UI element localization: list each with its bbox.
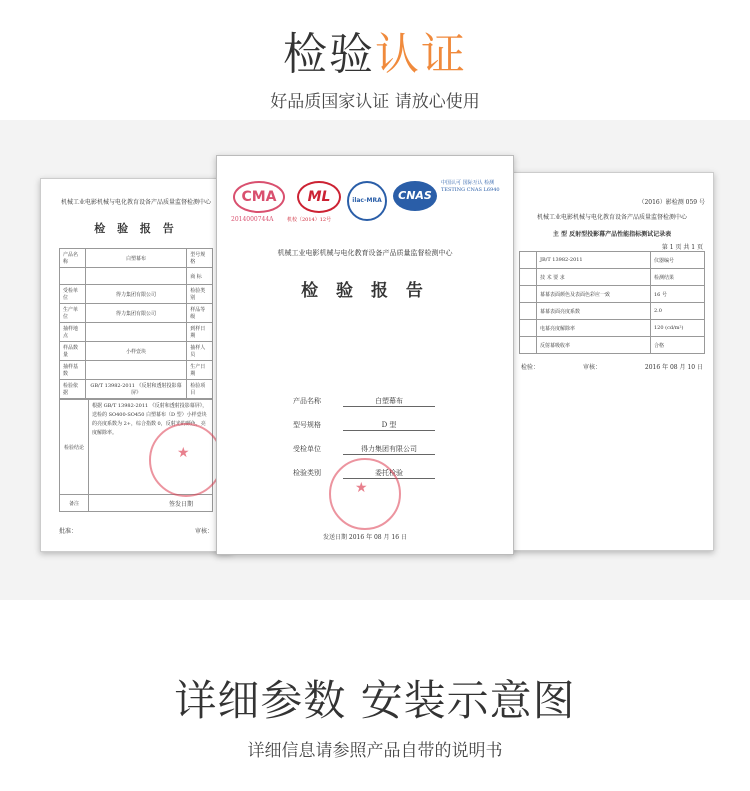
- table-row: [60, 323, 213, 342]
- table-cell: 检验项目: [187, 380, 213, 399]
- table-cell: 到样日期: [187, 323, 213, 342]
- table-cell: 反射幕吸收率: [537, 337, 651, 354]
- cma-number: 2014000744A: [231, 216, 274, 223]
- issue-date: 发送日期 2016 年 08 月 16 日: [323, 534, 407, 541]
- report-table: [59, 248, 213, 399]
- sign-reviewer: 审核：: [582, 364, 601, 371]
- report-ref: （2016）影检测 059 号: [638, 199, 705, 206]
- table-cell: 幕幕表面亮度系数: [537, 303, 651, 320]
- field-label: 检验类别: [293, 469, 321, 477]
- cnas-logo: CNAS: [393, 181, 437, 211]
- table-cell: 产品名称: [60, 249, 86, 268]
- table-row: [520, 269, 705, 286]
- table-cell: [85, 361, 186, 380]
- table-cell: [60, 268, 86, 285]
- table-cell: 抽样基数: [60, 361, 86, 380]
- cma-logo: CMA: [233, 181, 285, 213]
- seal-star-icon: ★: [177, 445, 190, 461]
- table-row: [60, 361, 213, 380]
- field-label: 型号规格: [293, 421, 321, 429]
- table-cell: 16 号: [651, 286, 705, 303]
- table-cell: 生产单位: [60, 304, 86, 323]
- table-cell: 幕幕表面颜色及表面色彩应一致: [537, 286, 651, 303]
- sign-tester: 检验：: [521, 364, 540, 371]
- table-cell: 电幕亮度解除率: [537, 320, 651, 337]
- field-label: 受检单位: [293, 445, 321, 453]
- table-row: [60, 380, 213, 399]
- section-title: 详细参数 安装示意图: [174, 676, 576, 725]
- page-number: 第 1 页 共 1 页: [661, 244, 703, 251]
- table-cell: 小样壹块: [85, 342, 186, 361]
- field-value: 白塑幕布: [343, 396, 435, 407]
- table-cell: 检验依据: [60, 380, 86, 399]
- table-cell: 合格: [651, 337, 705, 354]
- table-cell: 受检单位: [60, 285, 86, 304]
- table-row: [60, 304, 213, 323]
- table-row: [520, 320, 705, 337]
- table-cell: 2.0: [651, 303, 705, 320]
- page-title: [0, 18, 750, 82]
- center-name: 机械工业电影机械与电化教育设备产品质量监督检测中心: [277, 249, 453, 257]
- certificate-left: [40, 178, 232, 552]
- center-name: 机械工业电影机械与电化教育设备产品质量监督检测中心: [60, 199, 211, 206]
- field-label: 产品名称: [293, 397, 321, 405]
- table-cell: 样品数量: [60, 342, 86, 361]
- table-row: [520, 252, 705, 269]
- table-row: [520, 286, 705, 303]
- center-name: 机械工业电影机械与电化教育设备产品质量监督检测中心: [536, 214, 687, 221]
- sign-approve: 批准：: [59, 528, 78, 535]
- table-cell: 得力集团有限公司: [85, 285, 186, 304]
- ml-logo: ML: [297, 181, 341, 213]
- title-accent-part: 认证: [375, 29, 467, 80]
- table-cell: 型号规格: [187, 249, 213, 268]
- table-cell: JB/T 13982-2011: [537, 252, 651, 269]
- table-cell: [520, 303, 537, 320]
- report-title: 检 验 报 告: [301, 281, 429, 301]
- table-cell: 检测结果: [651, 269, 705, 286]
- table-cell: 得力集团有限公司: [85, 304, 186, 323]
- sign-review: 审核：: [194, 528, 213, 535]
- field-value: 委托检验: [343, 468, 435, 479]
- table-cell: 商 标: [187, 268, 213, 285]
- table-row: [520, 303, 705, 320]
- table-cell: 120 (cd/m²): [651, 320, 705, 337]
- table-cell: 仪器编号: [651, 252, 705, 269]
- conclusion-text: 根据 GB/T 13982-2011 《反射和透射投影幕屏》，送检的 SO400-SO450 白塑幕布（D 型）小样壹块的亮度系数为 2+，综合指数 0，反射光的颜色，亮度解除率。: [89, 400, 213, 495]
- table-cell: [520, 269, 537, 286]
- report-title: 检 验 报 告: [94, 222, 178, 235]
- table-row: [520, 337, 705, 354]
- certificate-center: [216, 155, 514, 555]
- title-dark-part: 检验: [283, 29, 375, 80]
- ilac-logo: ilac-MRA: [347, 181, 387, 221]
- table-title: 主 型 反射型投影幕产品性能指标测试记录表: [552, 231, 672, 238]
- table-row: [60, 268, 213, 285]
- table-cell: 白塑幕布: [85, 249, 186, 268]
- table-cell: [85, 268, 186, 285]
- results-table: [519, 251, 705, 354]
- table-row: [60, 342, 213, 361]
- table-cell: 抽样人员: [187, 342, 213, 361]
- table-cell: [520, 320, 537, 337]
- table-cell: 技 术 要 求: [537, 269, 651, 286]
- report-date: 2016 年 08 月 10 日: [644, 364, 703, 371]
- table-cell: [520, 337, 537, 354]
- page-subtitle: 好品质国家认证 请放心使用: [270, 92, 480, 112]
- table-cell: 抽样地点: [60, 323, 86, 342]
- table-row: [60, 249, 213, 268]
- table-cell: [85, 323, 186, 342]
- table-cell: [520, 286, 537, 303]
- certificate-right: [510, 172, 714, 551]
- field-value: D 型: [343, 420, 435, 431]
- table-cell: 生产日期: [187, 361, 213, 380]
- stamp-date: 签发日期: [169, 501, 194, 508]
- cnas-caption: 中国认可 国际互认 检测 TESTING CNAS L6940: [441, 180, 500, 193]
- table-row: [60, 285, 213, 304]
- section-subtitle: 详细信息请参照产品自带的说明书: [247, 741, 503, 761]
- table-cell: [520, 252, 537, 269]
- remark-label: 备注: [60, 495, 89, 512]
- ml-caption: 机校（2014）12号: [287, 217, 332, 223]
- table-cell: 检验类别: [187, 285, 213, 304]
- table-cell: 样品等级: [187, 304, 213, 323]
- seal-star-icon: ★: [355, 480, 368, 496]
- table-cell: GB/T 13982-2011 《反射和透射投影幕屏》: [85, 380, 186, 399]
- field-value: 得力集团有限公司: [343, 444, 435, 455]
- conclusion-label: 检验结论: [60, 400, 89, 495]
